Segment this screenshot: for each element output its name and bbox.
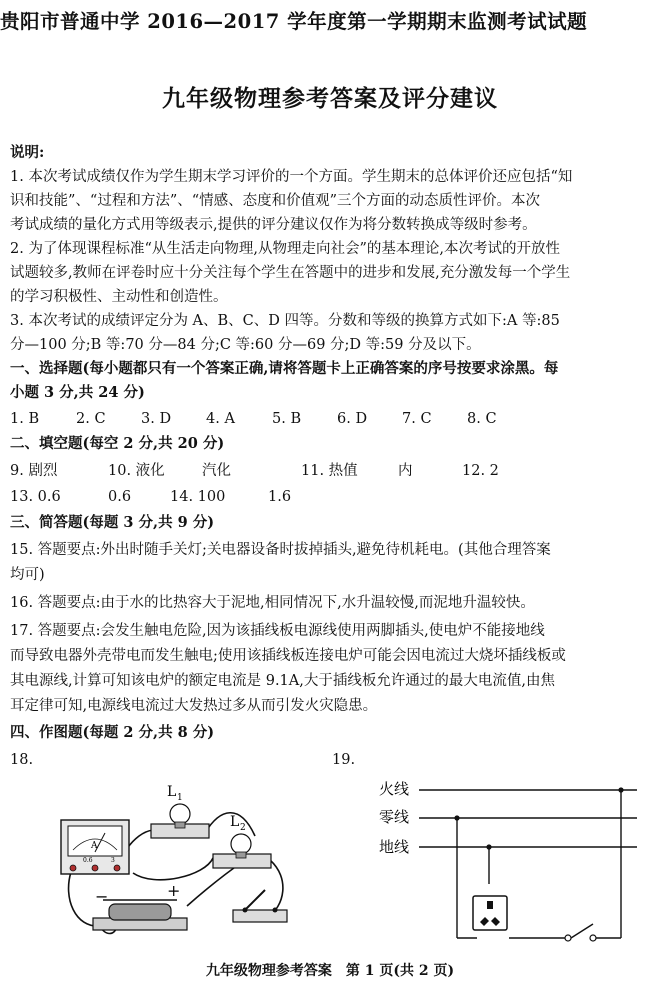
notes-line: 的学习积极性、主动性和创造性。 <box>10 289 228 305</box>
answer-line: 耳定律可知,电源线电流过大发热过多从而引发火灾隐患。 <box>10 698 378 714</box>
notes-heading: 说明: <box>10 144 45 161</box>
wires <box>419 790 637 938</box>
answer-item: 9. 剧烈 <box>10 463 58 479</box>
answer-line: 而导致电器外壳带电而发生触电;使用该插线板连接电炉可能会因电流过大烧坏插线板或 <box>10 648 566 664</box>
notes-line: 分—100 分;B 等:70 分—84 分;C 等:60 分—69 分;D 等:59 分及以下。 <box>10 337 481 353</box>
answer-item: 0.6 <box>108 489 132 505</box>
section1-heading-cont: 小题 3 分,共 24 分) <box>10 384 145 401</box>
minus-sign: − <box>95 887 109 906</box>
live-wire-label: 火线 <box>379 780 410 798</box>
notes-line: 2. 为了体现课程标准“从生活走向物理,从物理走向社会”的基本理论,本次考试的开放性 <box>10 241 560 257</box>
neutral-wire-label: 零线 <box>379 808 410 826</box>
answer-item: 汽化 <box>202 463 231 479</box>
lamp-1-subscript: 1 <box>177 793 183 803</box>
answer-item: 10. 液化 <box>108 463 165 479</box>
page-footer: 九年级物理参考答案 第 1 页(共 2 页) <box>205 963 455 979</box>
lamp-2 <box>213 814 271 868</box>
answer-item: 6. D <box>337 411 368 427</box>
answer-line: 16. 答题要点:由于水的比热容大于泥地,相同情况下,水升温较慢,而泥地升温较快。 <box>10 595 535 611</box>
notes-line: 3. 本次考试的成绩评定分为 A、B、C、D 四等。分数和等级的换算方式如下:A 等:85 <box>10 313 560 329</box>
ground-wire-label: 地线 <box>379 838 410 856</box>
section4-heading: 四、作图题(每题 2 分,共 8 分) <box>10 724 215 741</box>
section1-heading: 一、选择题(每小题都只有一个答案正确,请将答题卡上正确答案的序号按要求涂黑。每 <box>10 360 559 377</box>
lamp-1-label: L <box>167 784 177 800</box>
answer-item: 13. 0.6 <box>10 489 61 505</box>
notes-line: 识和技能”、“过程和方法”、“情感、态度和价值观”三个方面的动态质性评价。本次 <box>10 193 541 209</box>
notes-line: 1. 本次考试成绩仅作为学生期末学习评价的一个方面。学生期末的总体评价还应包括“知 <box>10 169 573 185</box>
answer-line: 15. 答题要点:外出时随手关灯;关电器设备时拔掉插头,避免待机耗电。(其他合理答案 <box>10 542 551 558</box>
switch-contacts <box>565 935 596 941</box>
section2-heading: 二、填空题(每空 2 分,共 20 分) <box>10 435 225 452</box>
answer-line: 17. 答题要点:会发生触电危险,因为该插线板电源线使用两脚插头,使电炉不能接地线 <box>10 623 545 639</box>
answer-item: 5. B <box>272 411 302 427</box>
document-title: 九年级物理参考答案及评分建议 <box>162 85 498 112</box>
answer-line: 均可) <box>10 567 45 583</box>
lamp-2-subscript: 2 <box>240 823 246 833</box>
lamp-2-label: L <box>230 814 240 830</box>
answer-item: 11. 热值 <box>301 463 358 479</box>
question-19-label: 19. <box>332 752 356 768</box>
notes-line: 试题较多,教师在评卷时应十分关注每个学生在答题中的进步和发展,充分激发每一个学生 <box>10 265 571 281</box>
answer-item: 1.6 <box>268 489 292 505</box>
scale-label: 3 <box>111 857 115 864</box>
lamp-1 <box>151 784 209 838</box>
notes-line: 考试成绩的量化方式用等级表示,提供的评分建议仅作为将分数转换成等级时参考。 <box>10 217 537 233</box>
socket-outlet <box>473 896 507 930</box>
answer-item: 4. A <box>206 411 235 427</box>
ammeter-symbol: A <box>91 841 98 851</box>
answer-item: 8. C <box>467 411 497 427</box>
answer-item: 内 <box>398 463 413 479</box>
answer-item: 3. D <box>141 411 172 427</box>
exam-title: 贵阳市普通中学 2016—2017 学年度第一学期期末监测考试试题 <box>0 10 588 33</box>
section3-heading: 三、简答题(每题 3 分,共 9 分) <box>10 514 215 531</box>
circuit-figure-18 <box>55 778 315 948</box>
wiring-figure-19 <box>365 772 645 948</box>
scale-label: 0.6 <box>83 857 93 864</box>
answer-line: 其电源线,计算可知该电炉的额定电流是 9.1A,大于插线板允许通过的最大电流值,由焦 <box>10 673 555 689</box>
answer-item: 2. C <box>76 411 106 427</box>
plus-sign: + <box>167 881 181 900</box>
answer-item: 12. 2 <box>462 463 499 479</box>
question-18-label: 18. <box>10 752 34 768</box>
answer-item: 1. B <box>10 411 40 427</box>
answer-item: 7. C <box>402 411 432 427</box>
answer-item: 14. 100 <box>170 489 226 505</box>
ammeter <box>61 820 129 874</box>
